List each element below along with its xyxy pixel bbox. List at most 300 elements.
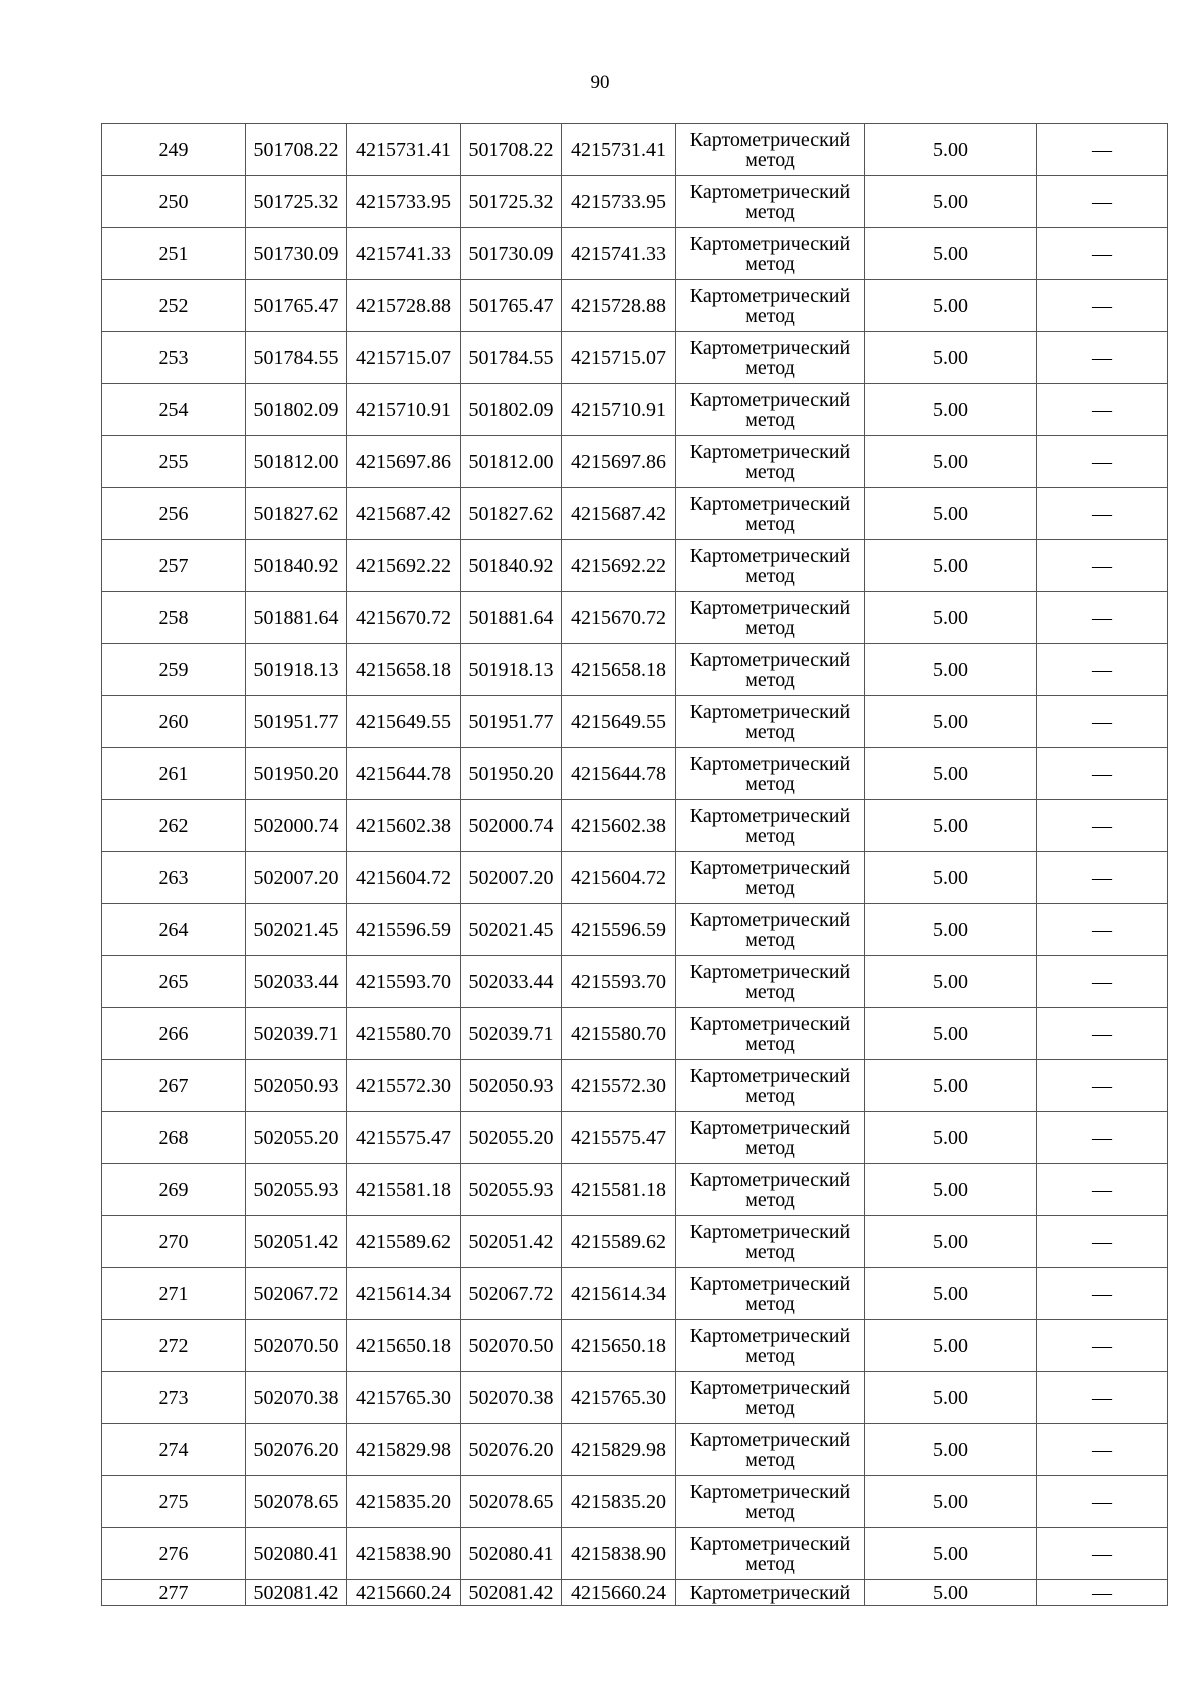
point-number: 254 (102, 384, 246, 436)
existing-x: 502051.42 (246, 1216, 347, 1268)
existing-y: 4215589.62 (347, 1216, 461, 1268)
new-y: 4215614.34 (562, 1268, 676, 1320)
method-line-1: Картометрический (689, 1116, 851, 1139)
method-line-1: Картометрический (689, 180, 851, 203)
point-number: 263 (102, 852, 246, 904)
point-number: 257 (102, 540, 246, 592)
method-line-1: Картометрический (689, 544, 851, 567)
method-line-2: метод (745, 408, 795, 431)
new-x: 501708.22 (461, 124, 562, 176)
existing-x: 501784.55 (246, 332, 347, 384)
existing-y: 4215715.07 (347, 332, 461, 384)
method-line-2: метод (745, 1344, 795, 1367)
dash-cell: — (1037, 1164, 1168, 1216)
existing-x: 502000.74 (246, 800, 347, 852)
method-line-2: метод (745, 460, 795, 483)
method-cell (676, 644, 865, 696)
method-cell (676, 1164, 865, 1216)
dash-cell: — (1037, 800, 1168, 852)
new-x: 501725.32 (461, 176, 562, 228)
point-number: 268 (102, 1112, 246, 1164)
existing-x: 501881.64 (246, 592, 347, 644)
new-x: 502055.20 (461, 1112, 562, 1164)
method-cell (676, 1268, 865, 1320)
existing-x: 501725.32 (246, 176, 347, 228)
accuracy-value: 5.00 (865, 1112, 1037, 1164)
method-line-2: метод (745, 1448, 795, 1471)
existing-y: 4215644.78 (347, 748, 461, 800)
point-number: 272 (102, 1320, 246, 1372)
method-cell (676, 1008, 865, 1060)
table-row (102, 1268, 1168, 1320)
existing-x: 502070.38 (246, 1372, 347, 1424)
dash-cell: — (1037, 124, 1168, 176)
method-cell (676, 280, 865, 332)
point-number: 271 (102, 1268, 246, 1320)
method-cell: Картометрический (676, 1580, 865, 1606)
point-number: 273 (102, 1372, 246, 1424)
existing-y: 4215575.47 (347, 1112, 461, 1164)
method-cell (676, 956, 865, 1008)
method-cell (676, 1060, 865, 1112)
method-line-2: метод (745, 616, 795, 639)
new-x: 502000.74 (461, 800, 562, 852)
method-line-2: метод (745, 356, 795, 379)
accuracy-value: 5.00 (865, 1372, 1037, 1424)
existing-x: 501840.92 (246, 540, 347, 592)
dash-cell: — (1037, 956, 1168, 1008)
method-line-1: Картометрический (689, 1376, 851, 1399)
accuracy-value: 5.00 (865, 488, 1037, 540)
existing-y: 4215733.95 (347, 176, 461, 228)
dash-cell: — (1037, 280, 1168, 332)
method-line-1: Картометрический (689, 1168, 851, 1191)
existing-x: 502078.65 (246, 1476, 347, 1528)
accuracy-value: 5.00 (865, 592, 1037, 644)
new-y: 4215710.91 (562, 384, 676, 436)
existing-y: 4215692.22 (347, 540, 461, 592)
method-line-2: метод (745, 876, 795, 899)
accuracy-value: 5.00 (865, 852, 1037, 904)
method-cell (676, 1424, 865, 1476)
table-row (102, 280, 1168, 332)
new-x: 502007.20 (461, 852, 562, 904)
table-row (102, 852, 1168, 904)
accuracy-value: 5.00 (865, 332, 1037, 384)
accuracy-value: 5.00 (865, 228, 1037, 280)
accuracy-value: 5.00 (865, 1528, 1037, 1580)
accuracy-value: 5.00 (865, 1476, 1037, 1528)
method-line-1: Картометрический (689, 1064, 851, 1087)
method-cell (676, 384, 865, 436)
existing-y: 4215580.70 (347, 1008, 461, 1060)
method-line-2: метод (745, 512, 795, 535)
dash-cell: — (1037, 1580, 1168, 1606)
point-number: 275 (102, 1476, 246, 1528)
existing-x: 501802.09 (246, 384, 347, 436)
new-x: 501918.13 (461, 644, 562, 696)
table-row (102, 488, 1168, 540)
method-line-1: Картометрический (689, 960, 851, 983)
existing-x: 501950.20 (246, 748, 347, 800)
existing-y: 4215731.41 (347, 124, 461, 176)
table-row (102, 904, 1168, 956)
new-y: 4215602.38 (562, 800, 676, 852)
method-cell (676, 124, 865, 176)
dash-cell: — (1037, 1112, 1168, 1164)
existing-x: 502070.50 (246, 1320, 347, 1372)
method-cell (676, 1216, 865, 1268)
accuracy-value: 5.00 (865, 1008, 1037, 1060)
existing-x: 501827.62 (246, 488, 347, 540)
method-cell (676, 1112, 865, 1164)
new-y: 4215660.24 (562, 1580, 676, 1606)
method-line-1: Картометрический (689, 700, 851, 723)
table-row (102, 1164, 1168, 1216)
new-x: 501951.77 (461, 696, 562, 748)
table-row (102, 956, 1168, 1008)
accuracy-value: 5.00 (865, 1164, 1037, 1216)
new-y: 4215658.18 (562, 644, 676, 696)
existing-x: 502055.20 (246, 1112, 347, 1164)
table-row (102, 176, 1168, 228)
new-x: 502039.71 (461, 1008, 562, 1060)
accuracy-value: 5.00 (865, 1216, 1037, 1268)
method-cell (676, 904, 865, 956)
point-number: 261 (102, 748, 246, 800)
point-number: 258 (102, 592, 246, 644)
new-y: 4215829.98 (562, 1424, 676, 1476)
point-number: 253 (102, 332, 246, 384)
new-y: 4215581.18 (562, 1164, 676, 1216)
method-cell (676, 800, 865, 852)
method-cell (676, 1372, 865, 1424)
existing-x: 502007.20 (246, 852, 347, 904)
existing-y: 4215829.98 (347, 1424, 461, 1476)
method-line-2: метод (745, 1552, 795, 1575)
method-cell (676, 1476, 865, 1528)
method-line-1: Картометрический (689, 1428, 851, 1451)
table-row (102, 228, 1168, 280)
method-cell (676, 176, 865, 228)
method-line-2: метод (745, 824, 795, 847)
method-line-1: Картометрический (689, 284, 851, 307)
method-line-1: Картометрический (689, 492, 851, 515)
accuracy-value: 5.00 (865, 540, 1037, 592)
method-line-1: Картометрический (689, 440, 851, 463)
method-line-1: Картометрический (689, 336, 851, 359)
table-row (102, 124, 1168, 176)
existing-x: 502039.71 (246, 1008, 347, 1060)
new-x: 502080.41 (461, 1528, 562, 1580)
dash-cell: — (1037, 748, 1168, 800)
new-y: 4215589.62 (562, 1216, 676, 1268)
new-x: 501950.20 (461, 748, 562, 800)
dash-cell: — (1037, 696, 1168, 748)
existing-y: 4215838.90 (347, 1528, 461, 1580)
accuracy-value: 5.00 (865, 176, 1037, 228)
dash-cell: — (1037, 1060, 1168, 1112)
table-row (102, 644, 1168, 696)
method-cell (676, 436, 865, 488)
method-line-1: Картометрический (689, 1272, 851, 1295)
method-line-2: метод (745, 980, 795, 1003)
method-line-2: метод (745, 1032, 795, 1055)
table-row (102, 1528, 1168, 1580)
new-y: 4215692.22 (562, 540, 676, 592)
point-number: 259 (102, 644, 246, 696)
existing-x: 501812.00 (246, 436, 347, 488)
method-cell (676, 488, 865, 540)
accuracy-value: 5.00 (865, 384, 1037, 436)
table-row (102, 1060, 1168, 1112)
new-y: 4215649.55 (562, 696, 676, 748)
dash-cell: — (1037, 176, 1168, 228)
method-line-2: метод (745, 148, 795, 171)
new-x: 502078.65 (461, 1476, 562, 1528)
method-line-2: метод (745, 928, 795, 951)
dash-cell: — (1037, 332, 1168, 384)
existing-y: 4215835.20 (347, 1476, 461, 1528)
new-x: 502033.44 (461, 956, 562, 1008)
method-cell (676, 228, 865, 280)
dash-cell: — (1037, 904, 1168, 956)
existing-x: 501951.77 (246, 696, 347, 748)
point-number: 277 (102, 1580, 246, 1606)
new-y: 4215572.30 (562, 1060, 676, 1112)
accuracy-value: 5.00 (865, 1320, 1037, 1372)
method-line-2: метод (745, 252, 795, 275)
existing-y: 4215741.33 (347, 228, 461, 280)
method-line-1: Картометрический (689, 1324, 851, 1347)
method-cell (676, 592, 865, 644)
new-x: 502051.42 (461, 1216, 562, 1268)
existing-x: 501708.22 (246, 124, 347, 176)
new-x: 502070.38 (461, 1372, 562, 1424)
table-body (102, 124, 1168, 1606)
method-cell (676, 748, 865, 800)
method-cell (676, 332, 865, 384)
table-row (102, 800, 1168, 852)
existing-x: 502033.44 (246, 956, 347, 1008)
table-row (102, 1424, 1168, 1476)
accuracy-value: 5.00 (865, 124, 1037, 176)
table-row (102, 1580, 1168, 1606)
dash-cell: — (1037, 488, 1168, 540)
method-line-2: метод (745, 668, 795, 691)
dash-cell: — (1037, 1424, 1168, 1476)
new-x: 502050.93 (461, 1060, 562, 1112)
point-number: 266 (102, 1008, 246, 1060)
method-line-1: Картометрический (689, 128, 851, 151)
point-number: 250 (102, 176, 246, 228)
method-line-2: метод (745, 1240, 795, 1263)
dash-cell: — (1037, 436, 1168, 488)
new-x: 502076.20 (461, 1424, 562, 1476)
new-y: 4215644.78 (562, 748, 676, 800)
new-y: 4215741.33 (562, 228, 676, 280)
point-number: 255 (102, 436, 246, 488)
new-x: 501827.62 (461, 488, 562, 540)
method-line-2: метод (745, 1188, 795, 1211)
existing-y: 4215697.86 (347, 436, 461, 488)
new-y: 4215728.88 (562, 280, 676, 332)
method-line-1: Картометрический (689, 908, 851, 931)
method-line-2: метод (745, 772, 795, 795)
table-row (102, 1476, 1168, 1528)
method-line-1: Картометрический (689, 232, 851, 255)
table-row (102, 540, 1168, 592)
existing-x: 502021.45 (246, 904, 347, 956)
new-y: 4215604.72 (562, 852, 676, 904)
table-row (102, 332, 1168, 384)
method-line-1: Картометрический (689, 752, 851, 775)
new-x: 501802.09 (461, 384, 562, 436)
dash-cell: — (1037, 1216, 1168, 1268)
existing-y: 4215670.72 (347, 592, 461, 644)
accuracy-value: 5.00 (865, 436, 1037, 488)
method-line-1: Картометрический (689, 388, 851, 411)
method-line-2: метод (745, 564, 795, 587)
dash-cell: — (1037, 540, 1168, 592)
dash-cell: — (1037, 1372, 1168, 1424)
method-cell (676, 1320, 865, 1372)
table-row (102, 436, 1168, 488)
existing-y: 4215650.18 (347, 1320, 461, 1372)
point-number: 262 (102, 800, 246, 852)
dash-cell: — (1037, 384, 1168, 436)
dash-cell: — (1037, 1528, 1168, 1580)
new-x: 501784.55 (461, 332, 562, 384)
existing-y: 4215604.72 (347, 852, 461, 904)
point-number: 256 (102, 488, 246, 540)
new-y: 4215593.70 (562, 956, 676, 1008)
accuracy-value: 5.00 (865, 748, 1037, 800)
new-y: 4215835.20 (562, 1476, 676, 1528)
dash-cell: — (1037, 644, 1168, 696)
new-y: 4215733.95 (562, 176, 676, 228)
existing-x: 502055.93 (246, 1164, 347, 1216)
accuracy-value: 5.00 (865, 644, 1037, 696)
existing-y: 4215687.42 (347, 488, 461, 540)
accuracy-value: 5.00 (865, 696, 1037, 748)
accuracy-value: 5.00 (865, 956, 1037, 1008)
method-line-1: Картометрический (689, 856, 851, 879)
existing-y: 4215649.55 (347, 696, 461, 748)
table-row (102, 696, 1168, 748)
new-x: 501730.09 (461, 228, 562, 280)
new-y: 4215650.18 (562, 1320, 676, 1372)
new-y: 4215838.90 (562, 1528, 676, 1580)
table-row (102, 1372, 1168, 1424)
dash-cell: — (1037, 228, 1168, 280)
table-row (102, 748, 1168, 800)
existing-x: 501765.47 (246, 280, 347, 332)
method-line-2: метод (745, 720, 795, 743)
method-line-1: Картометрический (689, 648, 851, 671)
existing-x: 502076.20 (246, 1424, 347, 1476)
existing-y: 4215581.18 (347, 1164, 461, 1216)
existing-x: 502067.72 (246, 1268, 347, 1320)
dash-cell: — (1037, 1268, 1168, 1320)
existing-x: 501730.09 (246, 228, 347, 280)
table-row (102, 1008, 1168, 1060)
existing-x: 502081.42 (246, 1580, 347, 1606)
new-y: 4215575.47 (562, 1112, 676, 1164)
new-x: 502055.93 (461, 1164, 562, 1216)
coordinates-table (101, 123, 1168, 1606)
method-line-1: Картометрический (689, 596, 851, 619)
new-y: 4215715.07 (562, 332, 676, 384)
new-x: 502081.42 (461, 1580, 562, 1606)
point-number: 249 (102, 124, 246, 176)
table-row (102, 1112, 1168, 1164)
method-line-2: метод (745, 1084, 795, 1107)
point-number: 251 (102, 228, 246, 280)
existing-y: 4215728.88 (347, 280, 461, 332)
accuracy-value: 5.00 (865, 280, 1037, 332)
method-line-1: Картометрический (689, 1220, 851, 1243)
point-number: 269 (102, 1164, 246, 1216)
accuracy-value: 5.00 (865, 1580, 1037, 1606)
existing-y: 4215593.70 (347, 956, 461, 1008)
dash-cell: — (1037, 592, 1168, 644)
existing-x: 502050.93 (246, 1060, 347, 1112)
existing-y: 4215658.18 (347, 644, 461, 696)
accuracy-value: 5.00 (865, 1060, 1037, 1112)
method-line-1: Картометрический (689, 1532, 851, 1555)
table-row (102, 384, 1168, 436)
method-cell (676, 696, 865, 748)
point-number: 274 (102, 1424, 246, 1476)
point-number: 252 (102, 280, 246, 332)
method-line-1: Картометрический (689, 804, 851, 827)
new-y: 4215596.59 (562, 904, 676, 956)
existing-x: 502080.41 (246, 1528, 347, 1580)
existing-y: 4215596.59 (347, 904, 461, 956)
method-line-2: метод (745, 200, 795, 223)
existing-y: 4215660.24 (347, 1580, 461, 1606)
existing-y: 4215572.30 (347, 1060, 461, 1112)
point-number: 267 (102, 1060, 246, 1112)
method-cell (676, 1528, 865, 1580)
table-row (102, 1320, 1168, 1372)
point-number: 270 (102, 1216, 246, 1268)
new-y: 4215697.86 (562, 436, 676, 488)
existing-y: 4215602.38 (347, 800, 461, 852)
point-number: 265 (102, 956, 246, 1008)
new-y: 4215765.30 (562, 1372, 676, 1424)
new-y: 4215580.70 (562, 1008, 676, 1060)
new-y: 4215687.42 (562, 488, 676, 540)
dash-cell: — (1037, 1008, 1168, 1060)
dash-cell: — (1037, 1320, 1168, 1372)
new-x: 502070.50 (461, 1320, 562, 1372)
point-number: 276 (102, 1528, 246, 1580)
page-number: 90 (590, 72, 610, 93)
new-x: 501765.47 (461, 280, 562, 332)
method-cell (676, 540, 865, 592)
method-line-2: метод (745, 1500, 795, 1523)
new-x: 502067.72 (461, 1268, 562, 1320)
new-x: 501881.64 (461, 592, 562, 644)
method-line-1: Картометрический (689, 1480, 851, 1503)
accuracy-value: 5.00 (865, 800, 1037, 852)
new-x: 501812.00 (461, 436, 562, 488)
existing-y: 4215765.30 (347, 1372, 461, 1424)
accuracy-value: 5.00 (865, 1424, 1037, 1476)
table-row (102, 592, 1168, 644)
